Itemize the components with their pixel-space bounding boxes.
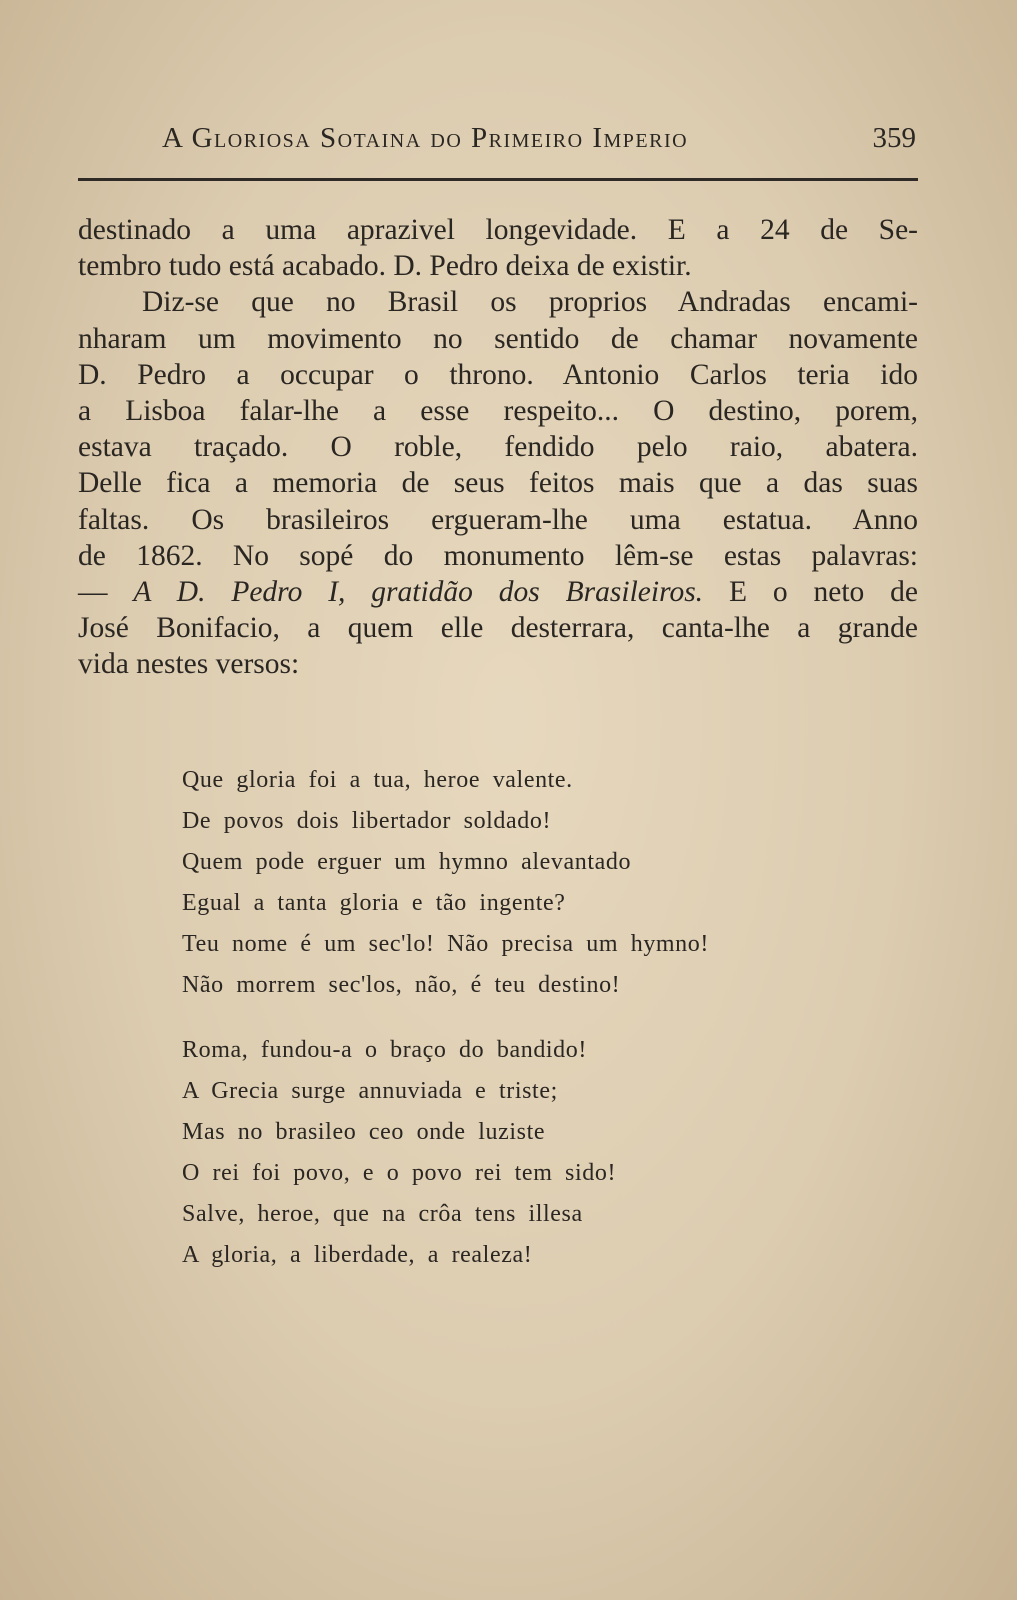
monument-inscription: A D. Pedro I, gratidão dos Brasileiros. [133, 575, 704, 608]
prose-line: estava traçado. O roble, fendido pelo raio, abatera. [78, 431, 918, 464]
prose-line: de 1862. No sopé do monumento lêm-se estas palavras: [78, 539, 918, 572]
prose-line: vida nestes versos: [78, 648, 300, 681]
verse-line: Salve, heroe, que na crôa tens illesa [182, 1201, 583, 1227]
prose-body [78, 212, 918, 682]
header-rule [78, 178, 918, 181]
verse-line: Quem pode erguer um hymno alevantado [182, 849, 632, 875]
verse-line: Teu nome é um sec'lo! Não precisa um hymno! [182, 931, 709, 957]
verse-line: Não morrem sec'los, não, é teu destino! [182, 972, 621, 998]
prose-line: D. Pedro a occupar o throno. Antonio Carlos teria ido [78, 358, 918, 391]
page-number: 359 [872, 122, 916, 154]
verse-line: Mas no brasileo ceo onde luziste [182, 1119, 546, 1145]
prose-line: Diz-se que no Brasil os proprios Andradas encami- [142, 286, 918, 319]
poem-stanza-2 [182, 1030, 842, 1276]
verse-line: A Grecia surge annuviada e triste; [182, 1078, 558, 1104]
prose-line: nharam um movimento no sentido de chamar novamente [78, 322, 918, 355]
inscription-followup: E o neto de [728, 575, 919, 608]
verse-line: Egual a tanta gloria e tão ingente? [182, 890, 566, 916]
prose-line: destinado a uma aprazivel longevidade. E a 24 de Se- [78, 214, 918, 246]
prose-line-inscription [78, 574, 918, 610]
verse-line: Que gloria foi a tua, heroe valente. [182, 767, 573, 793]
prose-line: faltas. Os brasileiros ergueram-lhe uma estatua. Anno [78, 503, 918, 536]
verse-line: A gloria, a liberdade, a realeza! [182, 1242, 533, 1268]
prose-line: tembro tudo está acabado. D. Pedro deixa de existir. [78, 250, 692, 283]
verse-line: De povos dois libertador soldado! [182, 808, 552, 834]
running-title: A Gloriosa Sotaina do Primeiro Imperio [162, 122, 689, 154]
prose-line: José Bonifacio, a quem elle desterrara, canta-lhe a grande [78, 612, 918, 645]
prose-line: Delle fica a memoria de seus feitos mais que a das suas [78, 467, 918, 500]
prose-line: a Lisboa falar-lhe a esse respeito... O destino, porem, [78, 394, 918, 427]
verse-line: O rei foi povo, e o povo rei tem sido! [182, 1160, 617, 1186]
running-head [78, 118, 918, 166]
poem-stanza-1 [182, 760, 842, 1006]
verse-line: Roma, fundou-a o braço do bandido! [182, 1037, 587, 1063]
em-dash: — [78, 575, 108, 608]
